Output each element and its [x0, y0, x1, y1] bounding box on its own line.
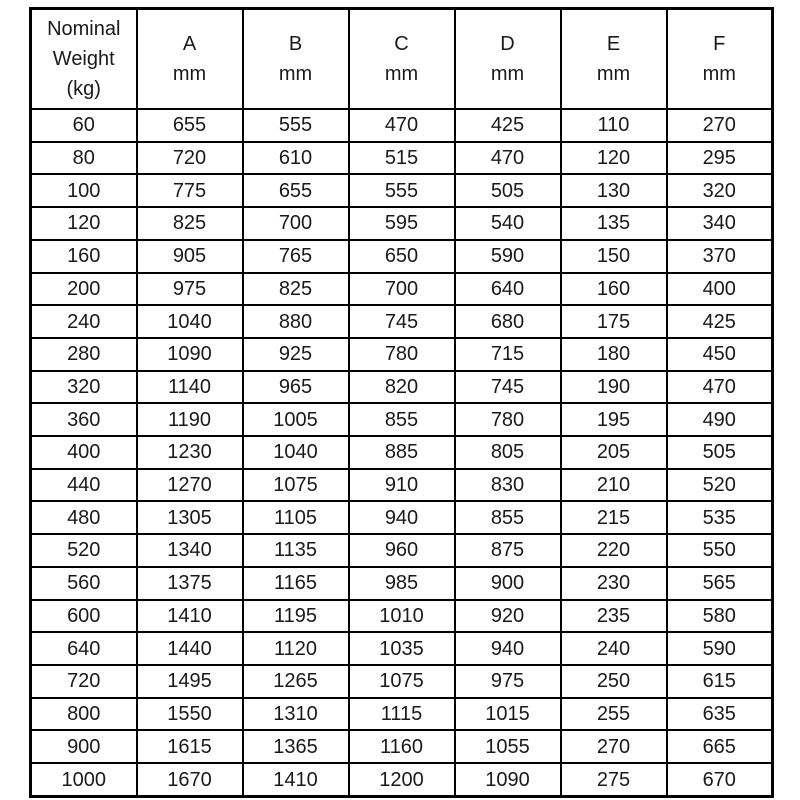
cell-e: 130 — [561, 174, 667, 207]
cell-c: 515 — [349, 142, 455, 175]
cell-nominal-weight: 800 — [31, 698, 137, 731]
cell-nominal-weight: 60 — [31, 109, 137, 142]
cell-b: 925 — [243, 338, 349, 371]
cell-b: 555 — [243, 109, 349, 142]
cell-nominal-weight: 520 — [31, 534, 137, 567]
table-row — [31, 436, 773, 469]
cell-e: 220 — [561, 534, 667, 567]
table-row — [31, 403, 773, 436]
cell-a: 1040 — [137, 305, 243, 338]
cell-a: 1340 — [137, 534, 243, 567]
cell-b: 880 — [243, 305, 349, 338]
table-row — [31, 730, 773, 763]
column-header-line: mm — [702, 63, 736, 85]
cell-a: 1230 — [137, 436, 243, 469]
cell-c: 1200 — [349, 763, 455, 796]
cell-b: 825 — [243, 273, 349, 306]
cell-d: 920 — [455, 600, 561, 633]
cell-f: 400 — [667, 273, 773, 306]
cell-b: 765 — [243, 240, 349, 273]
cell-d: 425 — [455, 109, 561, 142]
cell-c: 855 — [349, 403, 455, 436]
table-row — [31, 665, 773, 698]
cell-e: 215 — [561, 501, 667, 534]
cell-f: 450 — [667, 338, 773, 371]
cell-e: 255 — [561, 698, 667, 731]
cell-b: 1265 — [243, 665, 349, 698]
cell-e: 120 — [561, 142, 667, 175]
table-row — [31, 109, 773, 142]
cell-e: 135 — [561, 207, 667, 240]
cell-f: 550 — [667, 534, 773, 567]
cell-e: 235 — [561, 600, 667, 633]
cell-c: 985 — [349, 567, 455, 600]
table-row — [31, 142, 773, 175]
cell-c: 780 — [349, 338, 455, 371]
cell-nominal-weight: 80 — [31, 142, 137, 175]
cell-nominal-weight: 280 — [31, 338, 137, 371]
cell-b: 1310 — [243, 698, 349, 731]
cell-a: 1440 — [137, 632, 243, 665]
cell-c: 555 — [349, 174, 455, 207]
table-row — [31, 338, 773, 371]
cell-a: 1670 — [137, 763, 243, 796]
table-row — [31, 501, 773, 534]
column-header-line: D — [500, 33, 515, 55]
cell-c: 885 — [349, 436, 455, 469]
cell-e: 175 — [561, 305, 667, 338]
cell-nominal-weight: 1000 — [31, 763, 137, 796]
cell-d: 680 — [455, 305, 561, 338]
cell-e: 150 — [561, 240, 667, 273]
cell-d: 940 — [455, 632, 561, 665]
table-row — [31, 207, 773, 240]
cell-a: 1270 — [137, 469, 243, 502]
cell-d: 875 — [455, 534, 561, 567]
column-header-line: mm — [172, 63, 207, 85]
column-header-line: E — [606, 33, 621, 55]
table-row — [31, 698, 773, 731]
cell-f: 425 — [667, 305, 773, 338]
column-header-line: mm — [384, 63, 419, 85]
column-header-line: Weight — [52, 48, 115, 70]
cell-e: 210 — [561, 469, 667, 502]
cell-e: 160 — [561, 273, 667, 306]
cell-f: 670 — [667, 763, 773, 796]
cell-nominal-weight: 400 — [31, 436, 137, 469]
cell-c: 650 — [349, 240, 455, 273]
cell-a: 1305 — [137, 501, 243, 534]
cell-a: 1375 — [137, 567, 243, 600]
cell-e: 180 — [561, 338, 667, 371]
cell-c: 745 — [349, 305, 455, 338]
cell-f: 470 — [667, 371, 773, 404]
cell-b: 1410 — [243, 763, 349, 796]
table-row — [31, 469, 773, 502]
cell-f: 490 — [667, 403, 773, 436]
cell-a: 720 — [137, 142, 243, 175]
column-header-nominal-weight — [31, 9, 137, 110]
cell-d: 805 — [455, 436, 561, 469]
table-row — [31, 534, 773, 567]
cell-a: 1090 — [137, 338, 243, 371]
cell-f: 590 — [667, 632, 773, 665]
column-header-b — [243, 9, 349, 110]
cell-f: 370 — [667, 240, 773, 273]
cell-b: 1040 — [243, 436, 349, 469]
cell-c: 1115 — [349, 698, 455, 731]
cell-e: 240 — [561, 632, 667, 665]
cell-b: 1165 — [243, 567, 349, 600]
cell-c: 1160 — [349, 730, 455, 763]
cell-c: 940 — [349, 501, 455, 534]
cell-d: 900 — [455, 567, 561, 600]
table-row — [31, 371, 773, 404]
column-header-line: C — [394, 33, 409, 55]
cell-nominal-weight: 240 — [31, 305, 137, 338]
cell-d: 855 — [455, 501, 561, 534]
cell-a: 825 — [137, 207, 243, 240]
cell-f: 505 — [667, 436, 773, 469]
cell-d: 830 — [455, 469, 561, 502]
dimensions-table — [29, 7, 774, 798]
cell-d: 590 — [455, 240, 561, 273]
cell-d: 780 — [455, 403, 561, 436]
cell-nominal-weight: 120 — [31, 207, 137, 240]
cell-d: 1055 — [455, 730, 561, 763]
cell-e: 195 — [561, 403, 667, 436]
cell-d: 975 — [455, 665, 561, 698]
column-header-line: mm — [278, 63, 313, 85]
table-row — [31, 174, 773, 207]
cell-e: 230 — [561, 567, 667, 600]
column-header-f — [667, 9, 773, 110]
column-header-a — [137, 9, 243, 110]
cell-b: 1005 — [243, 403, 349, 436]
cell-nominal-weight: 640 — [31, 632, 137, 665]
cell-f: 565 — [667, 567, 773, 600]
cell-f: 270 — [667, 109, 773, 142]
cell-a: 975 — [137, 273, 243, 306]
cell-nominal-weight: 200 — [31, 273, 137, 306]
cell-f: 615 — [667, 665, 773, 698]
cell-f: 665 — [667, 730, 773, 763]
cell-nominal-weight: 160 — [31, 240, 137, 273]
cell-nominal-weight: 900 — [31, 730, 137, 763]
column-header-e — [561, 9, 667, 110]
cell-b: 1195 — [243, 600, 349, 633]
cell-e: 205 — [561, 436, 667, 469]
cell-b: 700 — [243, 207, 349, 240]
column-header-line: A — [182, 33, 197, 55]
cell-nominal-weight: 600 — [31, 600, 137, 633]
column-header-d — [455, 9, 561, 110]
cell-e: 270 — [561, 730, 667, 763]
table-row — [31, 763, 773, 796]
cell-d: 540 — [455, 207, 561, 240]
cell-nominal-weight: 440 — [31, 469, 137, 502]
cell-a: 655 — [137, 109, 243, 142]
table-row — [31, 305, 773, 338]
cell-d: 715 — [455, 338, 561, 371]
cell-f: 320 — [667, 174, 773, 207]
cell-e: 190 — [561, 371, 667, 404]
column-header-line: B — [288, 33, 303, 55]
cell-f: 340 — [667, 207, 773, 240]
cell-a: 1190 — [137, 403, 243, 436]
cell-e: 275 — [561, 763, 667, 796]
cell-a: 775 — [137, 174, 243, 207]
cell-d: 1015 — [455, 698, 561, 731]
cell-b: 1105 — [243, 501, 349, 534]
cell-a: 1410 — [137, 600, 243, 633]
column-header-line: F — [713, 33, 726, 55]
cell-b: 1075 — [243, 469, 349, 502]
table-row — [31, 567, 773, 600]
cell-c: 1075 — [349, 665, 455, 698]
cell-c: 1035 — [349, 632, 455, 665]
cell-nominal-weight: 100 — [31, 174, 137, 207]
header-row — [31, 9, 773, 110]
cell-c: 960 — [349, 534, 455, 567]
cell-b: 1365 — [243, 730, 349, 763]
cell-b: 965 — [243, 371, 349, 404]
cell-c: 470 — [349, 109, 455, 142]
table-row — [31, 273, 773, 306]
cell-c: 700 — [349, 273, 455, 306]
cell-f: 295 — [667, 142, 773, 175]
cell-d: 745 — [455, 371, 561, 404]
cell-nominal-weight: 560 — [31, 567, 137, 600]
cell-c: 820 — [349, 371, 455, 404]
column-header-line: (kg) — [66, 78, 101, 100]
cell-b: 655 — [243, 174, 349, 207]
table-row — [31, 600, 773, 633]
column-header-line: mm — [596, 63, 631, 85]
cell-d: 640 — [455, 273, 561, 306]
cell-a: 1615 — [137, 730, 243, 763]
cell-c: 910 — [349, 469, 455, 502]
cell-b: 610 — [243, 142, 349, 175]
cell-e: 250 — [561, 665, 667, 698]
cell-f: 535 — [667, 501, 773, 534]
column-header-line: Nominal — [47, 18, 121, 40]
table-row — [31, 240, 773, 273]
cell-c: 1010 — [349, 600, 455, 633]
cell-nominal-weight: 320 — [31, 371, 137, 404]
cell-a: 1550 — [137, 698, 243, 731]
cell-d: 1090 — [455, 763, 561, 796]
cell-c: 595 — [349, 207, 455, 240]
cell-f: 635 — [667, 698, 773, 731]
cell-a: 905 — [137, 240, 243, 273]
cell-b: 1135 — [243, 534, 349, 567]
cell-e: 110 — [561, 109, 667, 142]
cell-b: 1120 — [243, 632, 349, 665]
cell-d: 470 — [455, 142, 561, 175]
cell-a: 1495 — [137, 665, 243, 698]
cell-d: 505 — [455, 174, 561, 207]
table-body — [31, 109, 773, 797]
cell-nominal-weight: 720 — [31, 665, 137, 698]
cell-nominal-weight: 480 — [31, 501, 137, 534]
cell-f: 520 — [667, 469, 773, 502]
cell-nominal-weight: 360 — [31, 403, 137, 436]
dimensions-table-container — [29, 7, 774, 798]
column-header-c — [349, 9, 455, 110]
cell-a: 1140 — [137, 371, 243, 404]
column-header-line: mm — [490, 63, 525, 85]
table-row — [31, 632, 773, 665]
cell-f: 580 — [667, 600, 773, 633]
